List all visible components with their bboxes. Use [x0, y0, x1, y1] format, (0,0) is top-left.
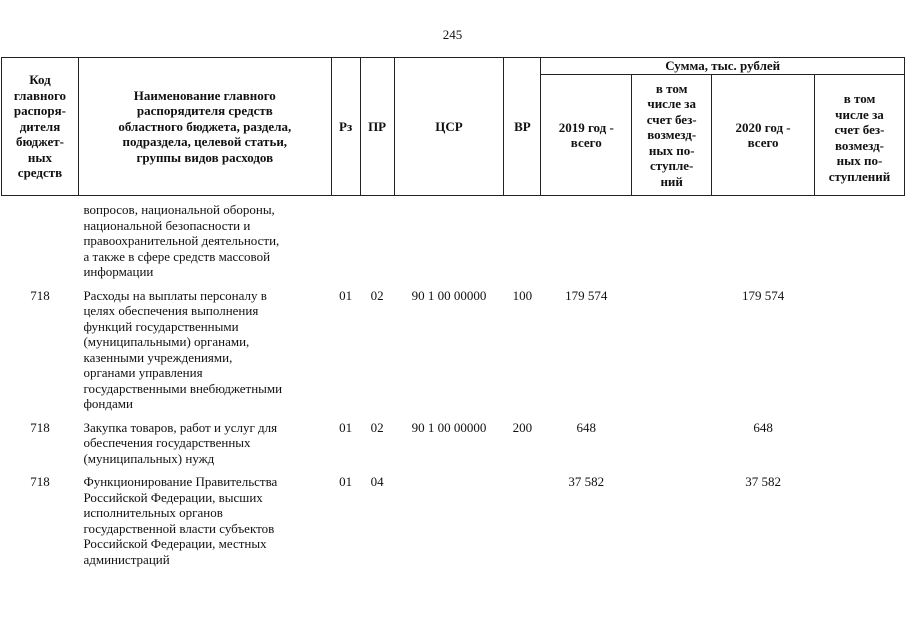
- row-vr: 100: [512, 287, 533, 303]
- row-vr: [504, 196, 541, 288]
- table-row: [2, 420, 905, 475]
- row-pr: [360, 196, 394, 288]
- row-2019-free: [632, 288, 712, 420]
- row-2019-free: [632, 420, 712, 475]
- row-pr: 02: [370, 419, 384, 435]
- page-number: 245: [442, 27, 463, 42]
- row-code: 718: [30, 287, 50, 303]
- row-2019-free: [632, 474, 712, 567]
- table-row: [2, 474, 905, 567]
- col-code-header: Код главного распоря- дителя бюджет- ных средств: [2, 58, 79, 196]
- table-row: [2, 196, 905, 288]
- col-2020-header: 2020 год - всего: [712, 75, 815, 196]
- row-2020-free: [815, 474, 905, 567]
- row-2019: 179 574: [565, 287, 608, 303]
- row-2020-free: [815, 196, 905, 288]
- col-2019-header: 2019 год - всего: [541, 75, 632, 196]
- col-name-header: Наименование главного распорядителя средств областного бюджета, раздела, подраздела, целевой статьи, группы видов расходов: [78, 58, 331, 196]
- row-name: Функционирование Правительства Российской Федерации, высших исполнительных органов государственной власти субъектов Российской Федерации, местных администраций: [83, 474, 278, 567]
- row-2020: 648: [753, 419, 773, 435]
- row-2020: 179 574: [741, 287, 785, 303]
- row-2020: [712, 196, 815, 288]
- col-csr-header: ЦСР: [394, 58, 504, 196]
- row-rz: 01: [339, 287, 353, 303]
- row-vr: 200: [512, 419, 533, 435]
- row-2019: 37 582: [568, 474, 605, 489]
- row-name: Расходы на выплаты персоналу в целях обеспечения выполнения функций государственными (муниципальными) органами, казенными учреждениями, органами управления государственными внебюджетными фондами: [83, 287, 283, 411]
- row-2020: 37 582: [745, 474, 781, 489]
- row-2020-free: [815, 288, 905, 420]
- budget-table: [1, 57, 905, 567]
- row-csr: 90 1 00 00000: [411, 419, 487, 435]
- table-row: [2, 288, 905, 420]
- row-vr: [504, 474, 541, 567]
- row-code: 718: [30, 474, 50, 489]
- row-2019-free: [632, 196, 712, 288]
- sum-header: Сумма, тыс. рублей: [541, 58, 905, 75]
- row-2020-free: [815, 420, 905, 475]
- row-code: 718: [30, 419, 50, 435]
- row-pr: 02: [370, 287, 384, 303]
- row-csr: 90 1 00 00000: [411, 287, 487, 303]
- row-rz: [331, 196, 360, 288]
- row-pr: 04: [370, 474, 384, 489]
- row-name: Закупка товаров, работ и услуг для обеспечения государственных (муниципальных) нужд: [83, 419, 278, 466]
- row-name: вопросов, национальной обороны, национальной безопасности и правоохранительной деятельности, а также в сфере средств массовой информации: [83, 202, 280, 279]
- row-rz: 01: [339, 419, 353, 435]
- row-csr: [394, 474, 504, 567]
- row-csr: [394, 196, 504, 288]
- col-rz-header: Рз: [331, 58, 360, 196]
- col-2019-free-header: в том числе за счет без- возмезд- ных по- ступле- ний: [632, 75, 712, 196]
- col-vr-header: ВР: [504, 58, 541, 196]
- row-2019: 648: [576, 419, 597, 435]
- row-2019: [541, 196, 632, 288]
- row-code: [2, 196, 79, 288]
- col-pr-header: ПР: [360, 58, 394, 196]
- row-rz: 01: [339, 474, 353, 489]
- col-2020-free-header: в том числе за счет без- возмезд- ных по- ступлений: [815, 75, 905, 196]
